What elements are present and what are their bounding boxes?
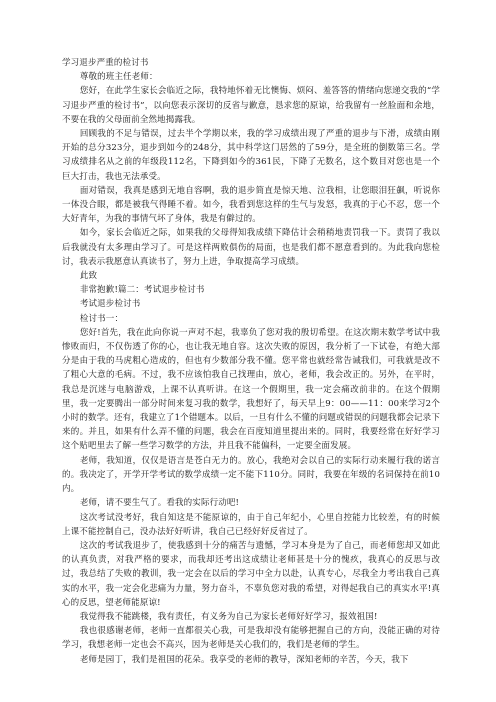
salutation: 尊敬的班主任老师： xyxy=(79,72,158,83)
section-title: 考试退步检讨书 xyxy=(79,299,141,310)
paragraph: 这次考试没考好，我自知这是不能原谅的，由于自己年纪小，心里自控能力比较差，有的时候上课不能控制自己，没办法好好听讲，我自己已经好好反省过了。 xyxy=(62,512,440,537)
paragraph: 老师，请不要生气了。看我的实际行动吧! xyxy=(79,498,240,509)
document-page xyxy=(62,56,440,667)
paragraph: 老师，我知道，仅仅是语言是苍白无力的。放心，我绝对会以自己的实际行动来履行我的诺言的。我决定了，开学开学考试的数学成绩一定不能下110分。同时，我要在年级的名词保持在前10内。 xyxy=(62,455,440,495)
paragraph: 我觉得我不能跳楼，我有责任，有义务为自己为家长老师好好学习，报效祖国! xyxy=(79,611,378,622)
paragraph: 您好，在此学生家长会临近之际，我特地怀着无比懊悔、烦闷、羞答答的情绪向您递交我的“学习退步严重的检讨书”，以向您表示深切的反省与歉意，恳求您的原谅，给我留有一丝脸面和余地，不要在我的父母面前全然地揭露我。 xyxy=(62,86,440,125)
paragraph: 这次的考试我退步了，使我感到十分的痛苦与遗憾，学习本身是为了自己，而老师您却又如此的认真负责，对我严格的要求，而我却还考出这成绩让老师甚是十分的愧疚，我真心的反思与改过，我总结了失败的教训，我一定会在以后的学习中全力以赴，认真专心，尽我全力考出我自己真实的水平，我一定会化悲痛为力量，努力奋斗，不辜负您对我的希望，对得起我自己的真实水平!真心的反思，望老师能原谅! xyxy=(62,540,440,608)
closing: 此致 xyxy=(79,271,98,282)
paragraph: 我也很感谢老师，老师一直都很关心我，可是我却没有能够把握自己的方向，没能正确的对待学习，我想老师一定也会不高兴，因为老师是关心我们的，我们是老师的学生。 xyxy=(62,626,440,651)
paragraph: 如今，家长会临近之际，如果我的父母得知我成绩下降估计会稍稍地责罚我一下。责罚了我以后我就没有太多理由学习了。可是这样两败俱伤的局面，也是我们都不愿意看到的。为此我向您检讨，我表示我愿意认真读书了，努力上进，争取提高学习成绩。 xyxy=(62,228,440,267)
paragraph: 回顾我的不足与错误，过去半个学期以来，我的学习成绩出现了严重的退步与下滑，成绩由刚开始的总分323分，退步到如今的248分，其中科学这门居然的了59分，是全班的倒数第三名。学习成绩排名从之前的年级段112名，下降到如今的361民，下降了无数名，这个数目对您也是一个巨大打击，我也无法承受。 xyxy=(62,129,440,182)
paragraph: 面对错误，我真是感到无地自容啊，我的退步简直是惊天地、泣我相，让您眼泪狂飙，听说你一体没合眼，都是被我气得睡不着。如今，我看到您这样的生气与发怒，我真的于心不忍，您一个大好青年，为我的事情气坏了身体，我是有僻过的。 xyxy=(62,185,440,225)
section-heading: 非常抱歉!篇二：考试退步检讨书 xyxy=(79,285,205,296)
doc-title: 学习退步严重的检讨书 xyxy=(62,58,149,68)
paragraph: 您好!首先，我在此向你说一声对不起，我辜负了您对我的殷切希望。在这次期末数学考试中我惨败而归，不仅伤透了你的心，也让我无地自容。这次失败的原因，我分析了一下试卷，有绝大部分是由于我的马虎粗心造成的，但也有少数部分我不懂。您平常也就经常告诫我们，可我就是改不了粗心大意的毛病。不过，我不应该怕我自己找理由，放心，老师，我会改正的。另外，在平时，我总是沉迷与电脑游戏，上课不认真听讲。在这一个假期里，我一定会痛改前非的。在这个假期里，我一定要腾出一部分时间来复习我的数学，我想好了，每天早上9：00——11：00来学习2个小时的数学。还有，我建立了1个错题本。以后，一旦有什么不懂的问题或错误的问题我都会记录下来的。并且，如果有什么弄不懂的问题，我会在百度知道里提出来的。同时，我要经常在好好学习这个贴吧里去了解一些学习数学的方法，并且我不能偏科，一定要全面发展。 xyxy=(62,327,440,452)
paragraph: 老师是园丁，我们是祖国的花朵。我享受的老师的教导，深知老师的辛苦，今天，我下 xyxy=(79,654,409,665)
subheading: 检讨书一： xyxy=(79,313,124,324)
